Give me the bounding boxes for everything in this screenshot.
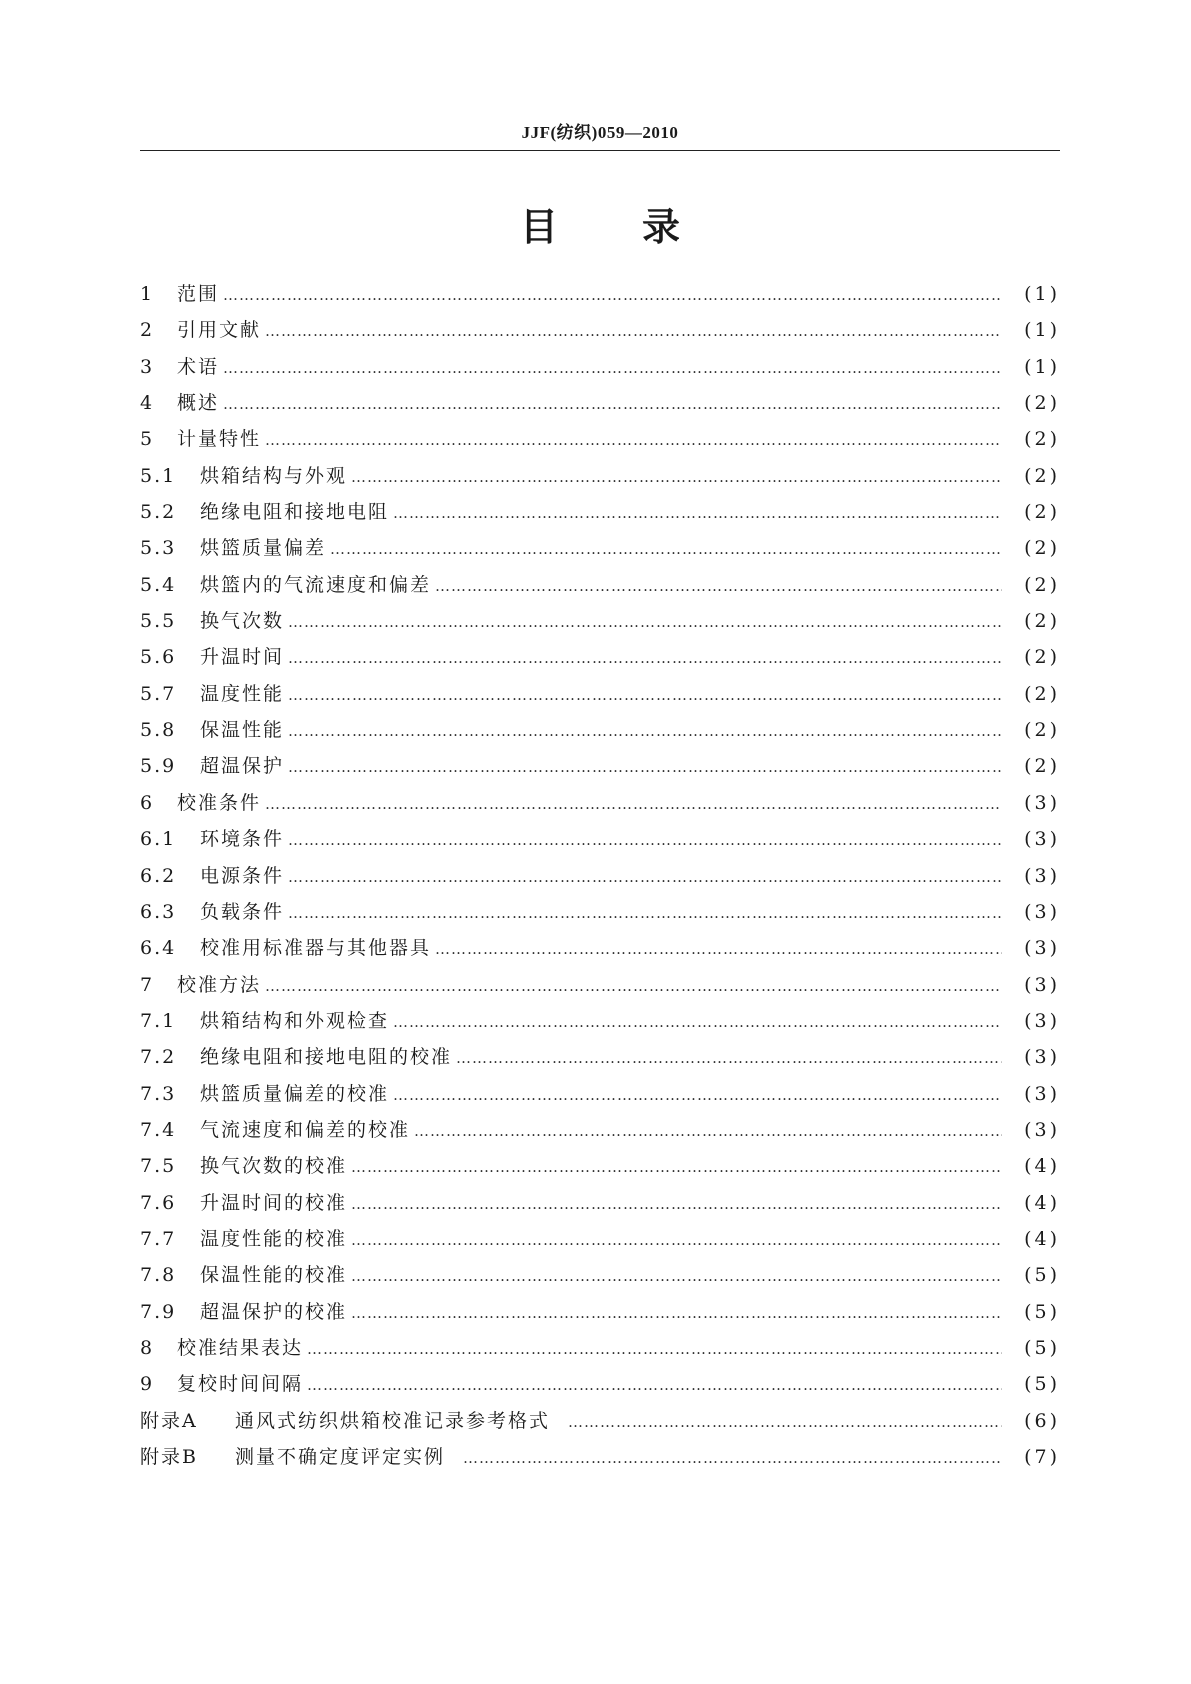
toc-entry-title: 测量不确定度评定实例 [235, 1446, 446, 1468]
toc-entry-page: (3) [1024, 1046, 1060, 1069]
toc-entry-title: 范围 [177, 283, 220, 305]
toc-entry-page: (2) [1024, 428, 1060, 451]
toc-entry [140, 606, 1060, 642]
toc-dot-leader [288, 868, 1002, 886]
toc-entry-title: 保温性能的校准 [200, 1264, 348, 1287]
toc-entry-number: 5.2 [140, 501, 177, 524]
toc-entry-title: 计量特性 [177, 428, 262, 451]
toc-dot-leader [265, 322, 1002, 340]
toc-entry-page: (3) [1024, 864, 1060, 887]
toc-dot-leader [456, 1049, 1002, 1067]
toc-entry-title: 引用文献 [177, 319, 262, 342]
toc-entry-page: (2) [1024, 610, 1060, 633]
toc-entry [140, 424, 1060, 460]
toc-entry-number: 9 [140, 1373, 155, 1396]
toc-entry-number: 7.4 [140, 1118, 177, 1141]
toc-entry-number: 7.9 [140, 1300, 177, 1323]
toc-entry-number: 5.5 [140, 610, 177, 633]
toc-entry-title: 烘箱结构与外观 [200, 464, 348, 487]
header-rule [140, 150, 1060, 151]
toc-entry-title: 概述 [177, 392, 220, 415]
toc-entry-number: 附录A [140, 1409, 198, 1432]
toc-entry [140, 388, 1060, 424]
toc-entry-number: 5.3 [140, 537, 177, 560]
toc-entry-title: 换气次数的校准 [200, 1155, 348, 1178]
page-title: 目录 [519, 205, 764, 249]
toc-entry-number: 6.3 [140, 900, 177, 923]
toc-entry-title: 换气次数 [200, 610, 285, 633]
toc-entry-title: 绝缘电阻和接地电阻的校准 [200, 1046, 453, 1069]
toc-entry-number: 6 [140, 791, 155, 814]
toc-entry [140, 1006, 1060, 1042]
toc-entry [140, 497, 1060, 533]
toc-dot-leader [288, 831, 1002, 849]
toc-dot-leader [351, 1231, 1002, 1249]
toc-entry [140, 1188, 1060, 1224]
toc-entry-title: 术语 [177, 355, 220, 378]
toc-entry-title: 校准方法 [177, 973, 262, 996]
toc-entry-number: 7.7 [140, 1227, 177, 1250]
toc-entry-title: 通风式纺织烘箱校准记录参考格式 [235, 1409, 551, 1432]
toc-entry-number: 7.5 [140, 1155, 177, 1178]
toc-dot-leader [288, 904, 1002, 922]
toc-entry-number: 6.1 [140, 828, 177, 851]
toc-entry [140, 715, 1060, 751]
toc-entry [140, 1115, 1060, 1151]
toc-entry [140, 933, 1060, 969]
toc-entry-page: (5) [1024, 1300, 1060, 1323]
toc-entry-title: 保温性能 [200, 719, 285, 742]
toc-dot-leader [288, 613, 1002, 631]
toc-entry-title: 烘篮质量偏差 [200, 537, 327, 560]
toc-entry-title: 复校时间间隔 [177, 1373, 304, 1396]
toc-entry-page: (2) [1024, 646, 1060, 669]
toc-dot-leader [223, 286, 1002, 304]
toc-entry-title: 负载条件 [200, 900, 285, 923]
toc-entry [140, 970, 1060, 1006]
toc-entry-title: 烘箱结构和外观检查 [200, 1009, 390, 1032]
toc-entry [140, 279, 1060, 315]
toc-entry-page: (3) [1024, 1009, 1060, 1032]
toc-entry [140, 861, 1060, 897]
toc-dot-leader [435, 940, 1002, 958]
toc-dot-leader [265, 795, 1002, 813]
toc-entry-page: (2) [1024, 573, 1060, 596]
toc-entry-title: 气流速度和偏差的校准 [200, 1118, 411, 1141]
toc-entry-title: 绝缘电阻和接地电阻 [200, 501, 390, 524]
toc-entry-number: 4 [140, 392, 155, 415]
toc-entry-number: 5 [140, 428, 155, 451]
toc-entry-page: (1) [1024, 319, 1060, 342]
toc-entry-number: 7 [140, 973, 155, 996]
toc-dot-leader [223, 359, 1002, 377]
toc-entry [140, 1260, 1060, 1296]
toc-dot-leader [393, 1086, 1002, 1104]
toc-entry [140, 1297, 1060, 1333]
toc-dot-leader [393, 1013, 1002, 1031]
toc-dot-leader [288, 758, 1002, 776]
toc-entry-page: (2) [1024, 755, 1060, 778]
toc-entry-title: 环境条件 [200, 828, 285, 851]
toc-dot-leader [351, 468, 1002, 486]
toc-entry-page: (5) [1024, 1336, 1060, 1359]
toc-entry-number: 6.2 [140, 864, 177, 887]
toc-entry [140, 352, 1060, 388]
toc-entry [140, 1333, 1060, 1369]
toc-entry-page: (3) [1024, 973, 1060, 996]
toc-entry [140, 1442, 1060, 1478]
toc-entry-title: 电源条件 [200, 864, 285, 887]
toc-dot-leader [307, 1376, 1002, 1394]
table-of-contents [140, 279, 1060, 1478]
toc-entry-title: 温度性能的校准 [200, 1227, 348, 1250]
toc-entry-page: (3) [1024, 937, 1060, 960]
toc-entry-page: (3) [1024, 1118, 1060, 1141]
toc-entry-page: (3) [1024, 791, 1060, 814]
toc-entry-title: 烘篮内的气流速度和偏差 [200, 573, 432, 596]
toc-entry-number: 8 [140, 1336, 155, 1359]
toc-entry-page: (2) [1024, 537, 1060, 560]
toc-entry-number: 5.4 [140, 573, 177, 596]
toc-entry [140, 1369, 1060, 1405]
toc-entry [140, 788, 1060, 824]
toc-entry-title: 温度性能 [200, 682, 285, 705]
toc-entry [140, 1079, 1060, 1115]
toc-entry [140, 533, 1060, 569]
toc-entry [140, 824, 1060, 860]
toc-dot-leader [393, 504, 1002, 522]
toc-entry-number: 7.8 [140, 1264, 177, 1287]
toc-entry-page: (3) [1024, 900, 1060, 923]
toc-entry [140, 570, 1060, 606]
document-code-header: JJF(纺织)059—2010 [521, 123, 679, 142]
toc-entry [140, 1224, 1060, 1260]
toc-dot-leader [568, 1413, 1002, 1431]
toc-entry [140, 315, 1060, 351]
toc-entry-title: 升温时间的校准 [200, 1191, 348, 1214]
toc-dot-leader [351, 1195, 1002, 1213]
toc-entry [140, 1151, 1060, 1187]
toc-entry [140, 642, 1060, 678]
toc-entry-number: 5.1 [140, 464, 177, 487]
toc-entry-page: (3) [1024, 1082, 1060, 1105]
toc-dot-leader [288, 686, 1002, 704]
toc-dot-leader [330, 540, 1002, 558]
toc-entry-number: 5.6 [140, 646, 177, 669]
toc-dot-leader [351, 1267, 1002, 1285]
toc-entry-page: (2) [1024, 501, 1060, 524]
toc-entry-page: (7) [1024, 1446, 1060, 1468]
toc-entry-number: 5.8 [140, 719, 177, 742]
toc-dot-leader [288, 649, 1002, 667]
toc-entry [140, 679, 1060, 715]
toc-dot-leader [265, 977, 1002, 995]
toc-dot-leader [351, 1304, 1002, 1322]
toc-entry-page: (1) [1024, 283, 1060, 305]
toc-entry-number: 5.9 [140, 755, 177, 778]
toc-dot-leader [265, 431, 1002, 449]
toc-entry-page: (2) [1024, 719, 1060, 742]
toc-entry-page: (2) [1024, 464, 1060, 487]
toc-entry [140, 1406, 1060, 1442]
toc-entry-title: 升温时间 [200, 646, 285, 669]
toc-dot-leader [288, 722, 1002, 740]
toc-entry-page: (4) [1024, 1191, 1060, 1214]
toc-entry-page: (2) [1024, 682, 1060, 705]
toc-entry-title: 烘篮质量偏差的校准 [200, 1082, 390, 1105]
toc-entry-number: 7.1 [140, 1009, 177, 1032]
toc-entry-page: (3) [1024, 828, 1060, 851]
toc-entry-page: (4) [1024, 1155, 1060, 1178]
toc-dot-leader [307, 1340, 1002, 1358]
toc-entry-number: 5.7 [140, 682, 177, 705]
toc-entry-number: 1 [140, 283, 155, 305]
toc-entry-number: 3 [140, 355, 155, 378]
toc-dot-leader [414, 1122, 1002, 1140]
toc-entry-number: 6.4 [140, 937, 177, 960]
toc-entry-title: 超温保护 [200, 755, 285, 778]
toc-dot-leader [223, 395, 1002, 413]
toc-entry-number: 7.6 [140, 1191, 177, 1214]
toc-entry [140, 1042, 1060, 1078]
toc-entry-title: 校准用标准器与其他器具 [200, 937, 432, 960]
toc-entry-page: (1) [1024, 355, 1060, 378]
toc-entry-number: 附录B [140, 1446, 198, 1468]
toc-entry-page: (5) [1024, 1264, 1060, 1287]
toc-entry-title: 校准条件 [177, 791, 262, 814]
toc-entry-page: (6) [1024, 1409, 1060, 1432]
toc-dot-leader [435, 577, 1002, 595]
toc-dot-leader [463, 1449, 1002, 1467]
toc-entry-title: 超温保护的校准 [200, 1300, 348, 1323]
toc-entry-page: (4) [1024, 1227, 1060, 1250]
toc-entry [140, 751, 1060, 787]
toc-entry [140, 461, 1060, 497]
toc-entry-number: 2 [140, 319, 155, 342]
toc-dot-leader [351, 1158, 1002, 1176]
toc-entry-number: 7.3 [140, 1082, 177, 1105]
toc-entry [140, 897, 1060, 933]
toc-entry-page: (5) [1024, 1373, 1060, 1396]
toc-entry-number: 7.2 [140, 1046, 177, 1069]
toc-entry-page: (2) [1024, 392, 1060, 415]
toc-entry-title: 校准结果表达 [177, 1336, 304, 1359]
